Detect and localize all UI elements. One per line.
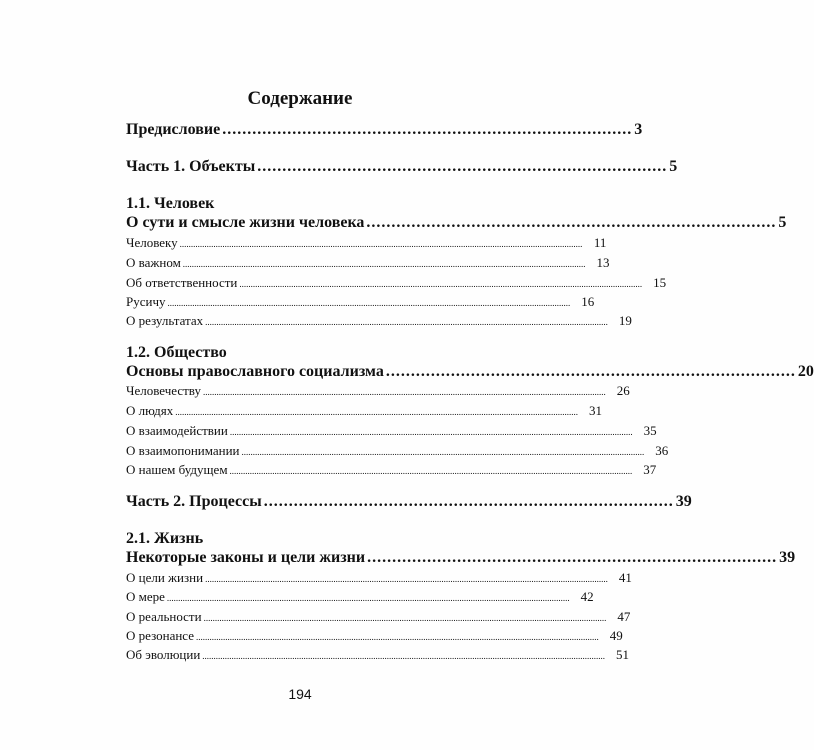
toc-entry[interactable] bbox=[126, 462, 657, 478]
toc-entry-label: О сути и смысле жизни человека bbox=[126, 214, 365, 231]
toc-entry-label: О взаимопонимании bbox=[126, 443, 240, 458]
toc-page-number: 36 bbox=[655, 443, 669, 458]
toc-entry-label: Человечеству bbox=[126, 383, 201, 398]
toc-entry-label: О важном bbox=[126, 255, 181, 270]
dot-leader: ................................................................................................................................................................................... bbox=[203, 613, 607, 623]
dot-leader: .................................................................................. bbox=[367, 549, 778, 566]
toc-entry-main-1-2[interactable] bbox=[126, 363, 814, 381]
toc-entry[interactable] bbox=[126, 403, 603, 419]
dot-leader: ................................................................................................................................................................................... bbox=[205, 574, 608, 584]
dot-leader: .................................................................................. bbox=[263, 493, 674, 510]
toc-page-number: 13 bbox=[596, 255, 610, 270]
toc-page-number: 47 bbox=[617, 609, 631, 624]
section-heading-2-1: 2.1. Жизнь bbox=[126, 530, 204, 547]
toc-page-number: 35 bbox=[643, 423, 657, 438]
toc-entry[interactable] bbox=[126, 383, 630, 399]
toc-page-number: 5 bbox=[669, 158, 678, 175]
toc-entry-main-2-1[interactable] bbox=[126, 549, 796, 567]
toc-entry[interactable] bbox=[126, 423, 657, 439]
dot-leader: ................................................................................................................................................................................... bbox=[179, 239, 583, 249]
toc-entry-label: Часть 1. Объекты bbox=[126, 158, 256, 175]
toc-page-number: 41 bbox=[618, 570, 632, 585]
dot-leader: ................................................................................................................................................................................... bbox=[175, 407, 579, 417]
page-number: 194 bbox=[288, 686, 312, 702]
toc-page-number: 20 bbox=[797, 363, 814, 380]
toc-entry-label: Некоторые законы и цели жизни bbox=[126, 549, 366, 566]
dot-leader: ................................................................................................................................................................................... bbox=[229, 466, 633, 476]
toc-entry-label: О взаимодействии bbox=[126, 423, 228, 438]
toc-page-number: 15 bbox=[653, 275, 667, 290]
toc-entry-label: О нашем будущем bbox=[126, 462, 228, 477]
toc-page-number: 39 bbox=[675, 493, 692, 510]
toc-entry[interactable] bbox=[126, 255, 610, 271]
dot-leader: ................................................................................................................................................................................... bbox=[203, 387, 606, 397]
toc-entry[interactable] bbox=[126, 647, 630, 663]
toc-entry[interactable] bbox=[126, 275, 667, 291]
toc-entry-label: Часть 2. Процессы bbox=[126, 493, 262, 510]
page-title: Содержание bbox=[247, 88, 353, 109]
section-heading-1-2: 1.2. Общество bbox=[126, 344, 227, 361]
toc-entry[interactable] bbox=[126, 628, 623, 644]
toc-page-number: 31 bbox=[589, 403, 603, 418]
toc-entry-preface[interactable] bbox=[126, 121, 643, 139]
toc-entry-label: О цели жизни bbox=[126, 570, 204, 585]
dot-leader: .................................................................................. bbox=[366, 214, 777, 231]
toc-page-number: 37 bbox=[643, 462, 657, 477]
toc-entry[interactable] bbox=[126, 443, 669, 459]
toc-entry-label: Об эволюции bbox=[126, 647, 201, 662]
toc-entry-label: О результатах bbox=[126, 313, 204, 328]
toc-page-number: 42 bbox=[580, 589, 594, 604]
toc-page-number: 39 bbox=[779, 549, 796, 566]
toc-entry-part-1[interactable] bbox=[126, 158, 678, 176]
dot-leader: ................................................................................................................................................................................... bbox=[241, 447, 645, 457]
dot-leader: ................................................................................................................................................................................... bbox=[239, 279, 643, 289]
toc-page-number: 16 bbox=[581, 294, 595, 309]
toc-entry-part-2[interactable] bbox=[126, 493, 692, 511]
toc-entry-label: О людях bbox=[126, 403, 174, 418]
toc-page-number: 49 bbox=[609, 628, 623, 643]
dot-leader: .................................................................................. bbox=[257, 158, 668, 175]
dot-leader: ................................................................................................................................................................................... bbox=[205, 317, 608, 327]
toc-page-number: 3 bbox=[634, 121, 643, 138]
dot-leader: ................................................................................................................................................................................... bbox=[229, 427, 633, 437]
dot-leader: ................................................................................................................................................................................... bbox=[167, 298, 571, 308]
toc-entry-label: О реальности bbox=[126, 609, 202, 624]
toc-entry[interactable] bbox=[126, 313, 632, 329]
toc-entry-label: Об ответственности bbox=[126, 275, 238, 290]
dot-leader: .................................................................................. bbox=[385, 363, 796, 380]
toc-entry-main-1-1[interactable] bbox=[126, 214, 787, 232]
dot-leader: .................................................................................. bbox=[222, 121, 633, 138]
toc-page-number: 19 bbox=[618, 313, 632, 328]
toc-entry[interactable] bbox=[126, 609, 631, 625]
toc-entry[interactable] bbox=[126, 235, 607, 251]
toc-page-number: 51 bbox=[616, 647, 630, 662]
toc-page-number: 11 bbox=[593, 235, 607, 250]
toc-page-number: 5 bbox=[778, 214, 787, 231]
toc-entry-label: О резонансе bbox=[126, 628, 195, 643]
toc-entry[interactable] bbox=[126, 570, 632, 586]
toc-entry[interactable] bbox=[126, 294, 595, 310]
toc-entry-label: Человеку bbox=[126, 235, 178, 250]
toc-entry-label: Основы православного социализма bbox=[126, 363, 384, 380]
dot-leader: ................................................................................................................................................................................... bbox=[196, 632, 599, 642]
section-heading-1-1: 1.1. Человек bbox=[126, 195, 215, 212]
toc-entry[interactable] bbox=[126, 589, 594, 605]
dot-leader: ................................................................................................................................................................................... bbox=[166, 593, 570, 603]
toc-entry-label: О мере bbox=[126, 589, 165, 604]
toc-entry-label: Русичу bbox=[126, 294, 166, 309]
toc-page-number: 26 bbox=[616, 383, 630, 398]
dot-leader: ................................................................................................................................................................................... bbox=[202, 651, 606, 661]
dot-leader: ................................................................................................................................................................................... bbox=[182, 259, 586, 269]
toc-entry-label: Предисловие bbox=[126, 121, 221, 138]
